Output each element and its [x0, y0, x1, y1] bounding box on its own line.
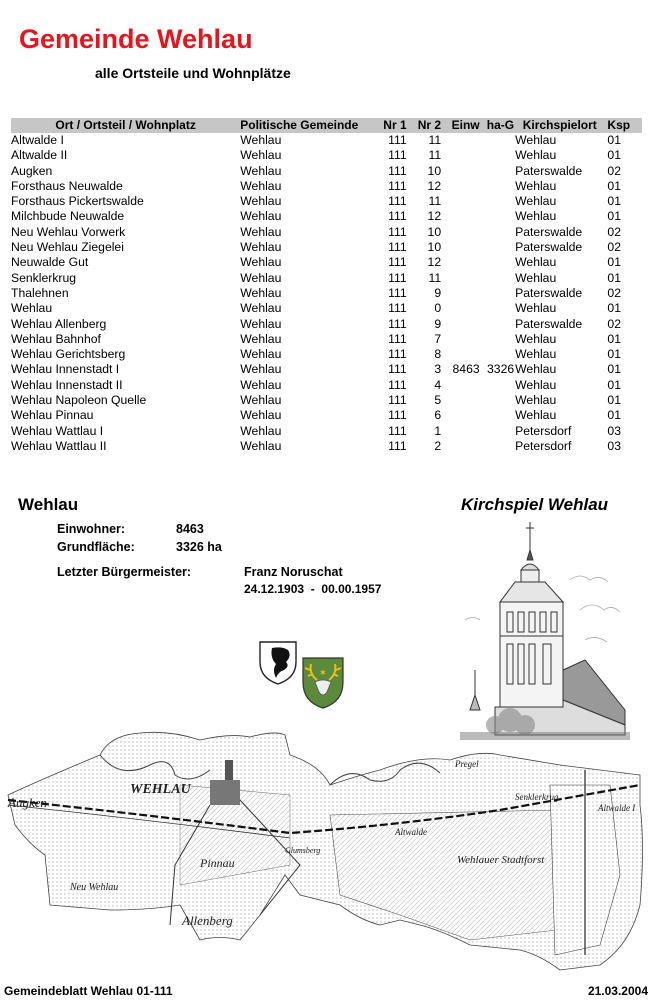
map-label-stadtforst: Wehlauer Stadtforst: [457, 854, 545, 866]
cell-nr2: 6: [434, 408, 442, 423]
church-tower: [500, 602, 563, 707]
table-row: [11, 439, 642, 454]
table-row: [11, 255, 642, 270]
cell-ha-g: [480, 347, 514, 362]
cell-einw: [441, 378, 480, 393]
cell-nr2: 3: [434, 362, 442, 377]
cell-ha-g: [480, 271, 514, 286]
einwohner-label: Einwohner:: [57, 522, 126, 536]
map-label-pregel: Pregel: [455, 759, 479, 769]
cell-einw: [441, 286, 480, 301]
cell-ha-g: [480, 393, 514, 408]
cell-politische-gemeinde: Wehlau: [240, 255, 282, 270]
cell-nr1: 111: [388, 438, 407, 453]
cell-ha-g: [480, 148, 514, 163]
cell-nr2: 4: [434, 377, 442, 392]
cell-ksp: 01: [607, 133, 621, 147]
col-header-ha-g: ha-G: [480, 118, 514, 133]
cell-ort: Wehlau Napoleon Quelle: [11, 393, 147, 408]
map-label-altwalde-right: Altwalde I: [598, 803, 636, 813]
buergermeister-label: Letzter Bürgermeister:: [57, 565, 192, 579]
cell-nr2: 11: [428, 148, 442, 163]
cell-kirchspielort: Wehlau: [515, 270, 557, 285]
cell-ort: Altwalde I: [11, 133, 64, 147]
church-drawing: [455, 520, 635, 745]
cell-ha-g: [480, 424, 514, 439]
cell-einw: [441, 209, 480, 224]
cell-politische-gemeinde: Wehlau: [240, 362, 282, 377]
cell-politische-gemeinde: Wehlau: [240, 163, 282, 178]
cell-ksp: 01: [607, 255, 621, 270]
cell-nr1: 111: [388, 270, 407, 285]
cell-nr2: 10: [427, 163, 442, 178]
cell-politische-gemeinde: Wehlau: [240, 178, 282, 193]
col-header-kirchspielort: Kirchspielort: [514, 118, 604, 133]
cell-ha-g: [480, 194, 514, 209]
col-header-einw: Einw: [441, 118, 480, 133]
cell-ha-g: [480, 225, 514, 240]
cell-nr1: 111: [388, 255, 407, 270]
cell-politische-gemeinde: Wehlau: [240, 331, 282, 346]
cell-ksp: 01: [607, 301, 621, 316]
cell-einw: [441, 439, 480, 454]
section-heading-wehlau: Wehlau: [18, 495, 79, 514]
table-row: [11, 424, 642, 439]
table-row: [11, 209, 642, 224]
table-row: [11, 179, 642, 194]
table-row: [11, 133, 642, 148]
cell-kirchspielort: Wehlau: [515, 178, 557, 193]
cell-einw: [441, 179, 480, 194]
cell-einw: [441, 164, 480, 179]
cell-politische-gemeinde: Wehlau: [240, 194, 282, 209]
cell-einw: [441, 301, 480, 316]
table-row: [11, 332, 642, 347]
cell-ksp: 03: [607, 438, 621, 453]
cell-kirchspielort: Paterswalde: [515, 240, 583, 255]
cell-ksp: 02: [607, 240, 621, 255]
cell-nr1: 111: [388, 178, 407, 193]
cell-nr2: 0: [434, 301, 442, 316]
table-header-row: [11, 118, 642, 133]
cell-nr2: 12: [427, 209, 442, 224]
cell-ksp: 01: [607, 194, 621, 209]
cell-einw: [441, 225, 480, 240]
cell-ha-g: [480, 332, 514, 347]
cell-ort: Wehlau Wattlau I: [11, 423, 104, 438]
cell-nr2: 12: [427, 178, 442, 193]
cell-politische-gemeinde: Wehlau: [240, 316, 282, 331]
cell-einw: [441, 393, 480, 408]
page-subtitle: alle Ortsteile und Wohnplätze: [95, 65, 291, 81]
map-label-augken: Augken: [8, 795, 47, 810]
cell-ksp: 02: [607, 163, 621, 178]
cell-einw: [441, 194, 480, 209]
map-label-pinnau: Pinnau: [200, 856, 235, 870]
cell-nr2: 11: [428, 133, 442, 147]
cell-ha-g: [480, 179, 514, 194]
cell-kirchspielort: Petersdorf: [515, 438, 572, 453]
col-header-nr1: Nr 1: [374, 118, 406, 133]
cell-kirchspielort: Wehlau: [515, 148, 557, 163]
cell-ort: Neu Wehlau Vorwerk: [11, 224, 126, 239]
cell-einw: [441, 148, 480, 163]
historic-map: [0, 725, 650, 980]
cell-kirchspielort: Wehlau: [515, 377, 557, 392]
cell-ha-g: [480, 301, 514, 316]
cell-nr2: 10: [427, 240, 442, 255]
table-row: [11, 164, 642, 179]
table-row: [11, 347, 642, 362]
page-title: Gemeinde Wehlau: [19, 24, 253, 54]
table-row: [11, 393, 642, 408]
cell-ort: Thalehnen: [11, 285, 69, 300]
cell-ort: Wehlau Innenstadt I: [11, 362, 120, 377]
col-header-nr2: Nr 2: [407, 118, 441, 133]
cell-kirchspielort: Wehlau: [515, 331, 557, 346]
cell-kirchspielort: Paterswalde: [515, 285, 583, 300]
cell-ort: Forsthaus Pickertswalde: [11, 194, 144, 209]
cell-ksp: 01: [607, 377, 621, 392]
cell-nr1: 111: [388, 408, 407, 423]
table-body: [11, 133, 642, 454]
table-row: [11, 301, 642, 316]
cell-kirchspielort: Wehlau: [515, 133, 557, 147]
cell-kirchspielort: Petersdorf: [515, 423, 572, 438]
cell-kirchspielort: Wehlau: [515, 408, 557, 423]
col-header-politische-gemeinde: Politische Gemeinde: [240, 118, 374, 133]
buergermeister-dates: 24.12.1903 - 00.00.1957: [244, 582, 382, 596]
stag-crest: [301, 656, 345, 710]
map-label-senklerkrug: Senklerkrug: [515, 792, 559, 802]
map-label-neu-wehlau: Neu Wehlau: [70, 882, 119, 893]
cell-ksp: 01: [607, 331, 621, 346]
cell-kirchspielort: Wehlau: [515, 194, 557, 209]
cell-kirchspielort: Paterswalde: [515, 316, 583, 331]
flaeche-value: 3326 ha: [176, 540, 222, 554]
cell-kirchspielort: Wehlau: [515, 301, 557, 316]
cell-nr1: 111: [388, 393, 407, 408]
cell-ksp: 01: [607, 347, 621, 362]
cell-nr1: 111: [388, 163, 407, 178]
cell-kirchspielort: Wehlau: [515, 209, 557, 224]
cell-politische-gemeinde: Wehlau: [240, 209, 282, 224]
cell-einw: [441, 255, 480, 270]
cell-kirchspielort: Paterswalde: [515, 163, 583, 178]
footer-date: 21.03.2004: [587, 984, 648, 998]
cell-politische-gemeinde: Wehlau: [240, 133, 282, 147]
cell-ha-g: [480, 255, 514, 270]
cell-ort: Augken: [11, 163, 53, 178]
star-icon: ✶: [318, 668, 328, 679]
cell-ha-g: [480, 164, 514, 179]
table-row: [11, 408, 642, 423]
cell-politische-gemeinde: Wehlau: [240, 301, 282, 316]
cell-nr1: 111: [388, 423, 407, 438]
cell-politische-gemeinde: Wehlau: [240, 408, 282, 423]
cell-nr1: 111: [388, 301, 407, 316]
cell-nr1: 111: [388, 194, 407, 209]
cell-politische-gemeinde: Wehlau: [240, 347, 282, 362]
cell-ha-g: [480, 240, 514, 255]
cell-nr2: 8: [434, 347, 442, 362]
cell-nr1: 111: [388, 209, 407, 224]
cell-einw: [441, 240, 480, 255]
cell-kirchspielort: Wehlau: [515, 347, 557, 362]
cell-politische-gemeinde: Wehlau: [240, 423, 282, 438]
cell-kirchspielort: Wehlau: [515, 393, 557, 408]
cell-ort: Wehlau Pinnau: [11, 408, 94, 423]
cell-kirchspielort: Wehlau: [515, 255, 557, 270]
places-table: [11, 118, 642, 454]
cell-nr1: 111: [388, 224, 407, 239]
cell-ort: Forsthaus Neuwalde: [11, 178, 123, 193]
cell-einw: [441, 424, 480, 439]
table-row: [11, 378, 642, 393]
col-header-ksp: Ksp: [604, 118, 642, 133]
cell-nr2: 5: [434, 393, 442, 408]
cell-nr2: 11: [428, 270, 442, 285]
cell-nr2: 12: [427, 255, 442, 270]
cell-ort: Neuwalde Gut: [11, 255, 89, 270]
cell-ort: Wehlau Innenstadt II: [11, 377, 123, 392]
cell-kirchspielort: Wehlau: [515, 362, 557, 377]
footer-sheet-id: Gemeindeblatt Wehlau 01-111: [4, 984, 173, 998]
cell-nr2: 10: [427, 224, 442, 239]
cell-ksp: 01: [607, 393, 621, 408]
cell-nr2: 11: [428, 194, 442, 209]
cell-einw: 8463: [452, 362, 480, 377]
cell-nr2: 7: [434, 331, 442, 346]
cell-nr2: 9: [434, 285, 442, 300]
cell-einw: [441, 133, 480, 148]
cell-kirchspielort: Paterswalde: [515, 224, 583, 239]
cell-nr1: 111: [388, 347, 407, 362]
cell-einw: [441, 347, 480, 362]
cell-nr1: 111: [388, 148, 407, 163]
cell-ksp: 02: [607, 316, 621, 331]
cell-ha-g: [480, 317, 514, 332]
cell-nr2: 9: [434, 316, 442, 331]
flaeche-label: Grundfläche:: [57, 540, 135, 554]
cell-politische-gemeinde: Wehlau: [240, 285, 282, 300]
cell-einw: [441, 271, 480, 286]
cell-nr1: 111: [388, 362, 407, 377]
table-row: [11, 271, 642, 286]
table-row: [11, 148, 642, 163]
cell-nr2: 2: [434, 438, 442, 453]
cell-ksp: 01: [607, 270, 621, 285]
table-row: [11, 240, 642, 255]
cell-ha-g: [480, 378, 514, 393]
eagle-crest: [258, 640, 298, 686]
cell-ort: Neu Wehlau Ziegelei: [11, 240, 124, 255]
cell-ha-g: [480, 439, 514, 454]
table-row: [11, 225, 642, 240]
cell-ort: Wehlau Allenberg: [11, 316, 107, 331]
cell-ort: Wehlau: [11, 301, 53, 316]
map-label-allenberg: Allenberg: [182, 913, 233, 928]
cell-politische-gemeinde: Wehlau: [240, 148, 282, 163]
cell-nr1: 111: [388, 316, 407, 331]
cell-ha-g: [480, 209, 514, 224]
cell-ksp: 02: [607, 285, 621, 300]
cell-nr1: 111: [388, 377, 407, 392]
cell-einw: [441, 332, 480, 347]
col-header-ort: Ort / Ortsteil / Wohnplatz: [11, 118, 240, 133]
cell-ort: Wehlau Bahnhof: [11, 331, 101, 346]
map-label-glumsberg: Glumsberg: [285, 846, 321, 855]
cell-nr1: 111: [388, 133, 407, 147]
cell-einw: [441, 317, 480, 332]
cell-nr1: 111: [388, 285, 407, 300]
einwohner-value: 8463: [176, 522, 204, 536]
cell-ksp: 01: [607, 148, 621, 163]
table-row: [11, 194, 642, 209]
cell-ha-g: [480, 286, 514, 301]
town-block: [210, 780, 240, 805]
map-label-wehlau: WEHLAU: [130, 782, 191, 797]
cell-ha-g: [480, 408, 514, 423]
cell-ksp: 01: [607, 408, 621, 423]
cell-ksp: 01: [607, 362, 621, 377]
cell-politische-gemeinde: Wehlau: [240, 224, 282, 239]
cell-ha-g: 3326: [487, 362, 515, 377]
cell-ort: Altwalde II: [11, 148, 68, 163]
section-heading-kirchspiel: Kirchspiel Wehlau: [461, 495, 609, 514]
buergermeister-name: Franz Noruschat: [244, 565, 343, 579]
cell-nr2: 1: [434, 423, 442, 438]
cell-ort: Milchbude Neuwalde: [11, 209, 125, 224]
cell-politische-gemeinde: Wehlau: [240, 377, 282, 392]
table-row: [11, 286, 642, 301]
cell-einw: [441, 408, 480, 423]
cell-ort: Senklerkrug: [11, 270, 77, 285]
cell-nr1: 111: [388, 240, 407, 255]
cell-ksp: 01: [607, 178, 621, 193]
cell-politische-gemeinde: Wehlau: [240, 270, 282, 285]
cell-ort: Wehlau Gerichtsberg: [11, 347, 126, 362]
cell-ha-g: [480, 133, 514, 148]
table-row: [11, 317, 642, 332]
cell-ksp: 01: [607, 209, 621, 224]
cell-ort: Wehlau Wattlau II: [11, 438, 107, 453]
cell-politische-gemeinde: Wehlau: [240, 438, 282, 453]
map-label-altwalde: Altwalde: [395, 827, 427, 837]
cell-nr1: 111: [388, 331, 407, 346]
cell-politische-gemeinde: Wehlau: [240, 393, 282, 408]
cell-ksp: 02: [607, 224, 621, 239]
cell-ksp: 03: [607, 423, 621, 438]
table-row: [11, 362, 642, 377]
cell-politische-gemeinde: Wehlau: [240, 240, 282, 255]
